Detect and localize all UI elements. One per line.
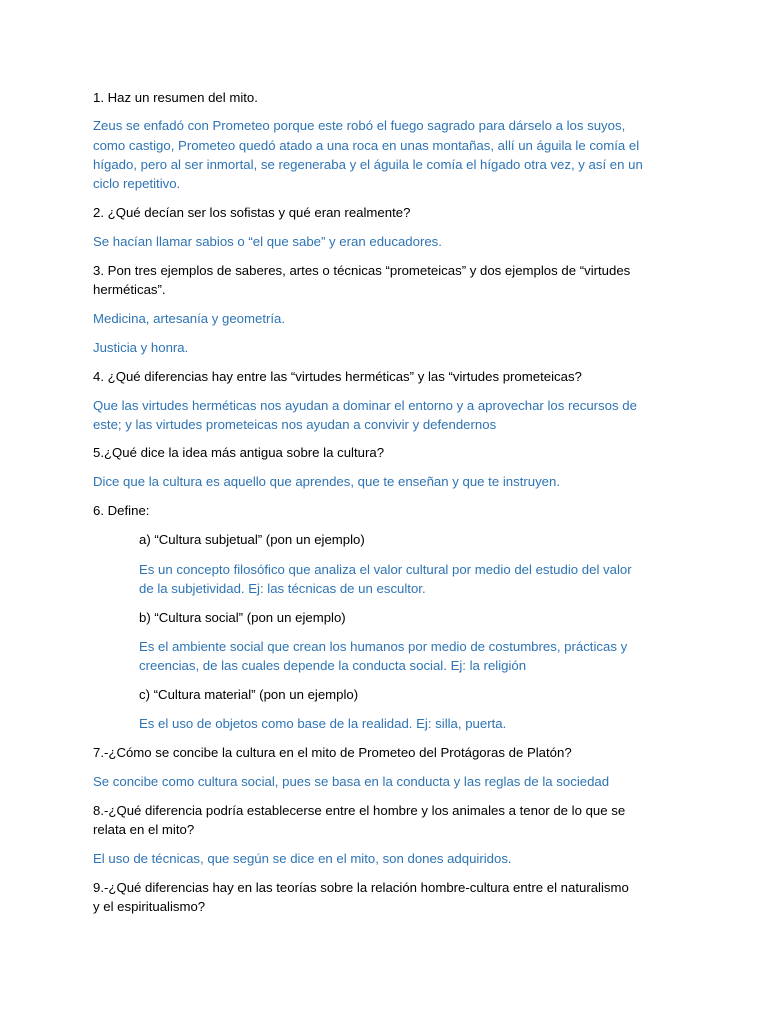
question-3-line-1: 3. Pon tres ejemplos de saberes, artes o técnicas “prometeicas” y dos ejemplos de “virtudes xyxy=(93,263,631,278)
answer-1-line-1: Zeus se enfadó con Prometeo porque este robó el fuego sagrado para dárselo a los suyos, xyxy=(93,118,626,133)
question-9-line-2: y el espiritualismo? xyxy=(93,899,206,914)
question-6: 6. Define: xyxy=(93,503,150,518)
question-8-line-1: 8.-¿Qué diferencia podría establecerse entre el hombre y los animales a tenor de lo que se xyxy=(93,803,626,818)
answer-1-line-2: como castigo, Prometeo quedó atado a una roca en unas montañas, allí un águila le comía el xyxy=(93,138,640,153)
answer-8: El uso de técnicas, que según se dice en el mito, son dones adquiridos. xyxy=(93,851,512,866)
answer-7: Se concibe como cultura social, pues se basa en la conducta y las reglas de la sociedad xyxy=(93,774,610,789)
answer-6b-line-1: Es el ambiente social que crean los humanos por medio de costumbres, prácticas y xyxy=(139,639,628,654)
question-4: 4. ¿Qué diferencias hay entre las “virtudes herméticas” y las “virtudes prometeicas? xyxy=(93,369,582,384)
answer-2: Se hacían llamar sabios o “el que sabe” y eran educadores. xyxy=(93,234,442,249)
answer-1-line-3: hígado, pero al ser inmortal, se regeneraba y el águila le comía el hígado otra vez, y así en un xyxy=(93,157,643,172)
question-3-line-2: herméticas”. xyxy=(93,282,166,297)
question-1: 1. Haz un resumen del mito. xyxy=(93,90,258,105)
answer-5: Dice que la cultura es aquello que aprendes, que te enseñan y que te instruyen. xyxy=(93,474,561,489)
question-5: 5.¿Qué dice la idea más antigua sobre la cultura? xyxy=(93,445,385,460)
answer-3-line-2: Justicia y honra. xyxy=(93,340,189,355)
answer-6c: Es el uso de objetos como base de la realidad. Ej: silla, puerta. xyxy=(139,716,507,731)
answer-6b-line-2: creencias, de las cuales depende la conducta social. Ej: la religión xyxy=(139,658,527,673)
answer-4-line-2: este; y las virtudes prometeicas nos ayudan a convivir y defendernos xyxy=(93,417,497,432)
question-7: 7.-¿Cómo se concibe la cultura en el mito de Prometeo del Protágoras de Platón? xyxy=(93,745,572,760)
question-8-line-2: relata en el mito? xyxy=(93,822,195,837)
answer-3-line-1: Medicina, artesanía y geometría. xyxy=(93,311,286,326)
answer-1-line-4: ciclo repetitivo. xyxy=(93,176,181,191)
question-2: 2. ¿Qué decían ser los sofistas y qué eran realmente? xyxy=(93,205,411,220)
question-6b: b) “Cultura social” (pon un ejemplo) xyxy=(139,610,346,625)
answer-6a-line-1: Es un concepto filosófico que analiza el valor cultural por medio del estudio del valor xyxy=(139,562,632,577)
answer-6a-line-2: de la subjetividad. Ej: las técnicas de un escultor. xyxy=(139,581,426,596)
question-6a: a) “Cultura subjetual” (pon un ejemplo) xyxy=(139,532,365,547)
answer-4-line-1: Que las virtudes herméticas nos ayudan a dominar el entorno y a aprovechar los recursos de xyxy=(93,398,637,413)
question-6c: c) “Cultura material” (pon un ejemplo) xyxy=(139,687,359,702)
question-9-line-1: 9.-¿Qué diferencias hay en las teorías sobre la relación hombre-cultura entre el naturalismo xyxy=(93,880,629,895)
